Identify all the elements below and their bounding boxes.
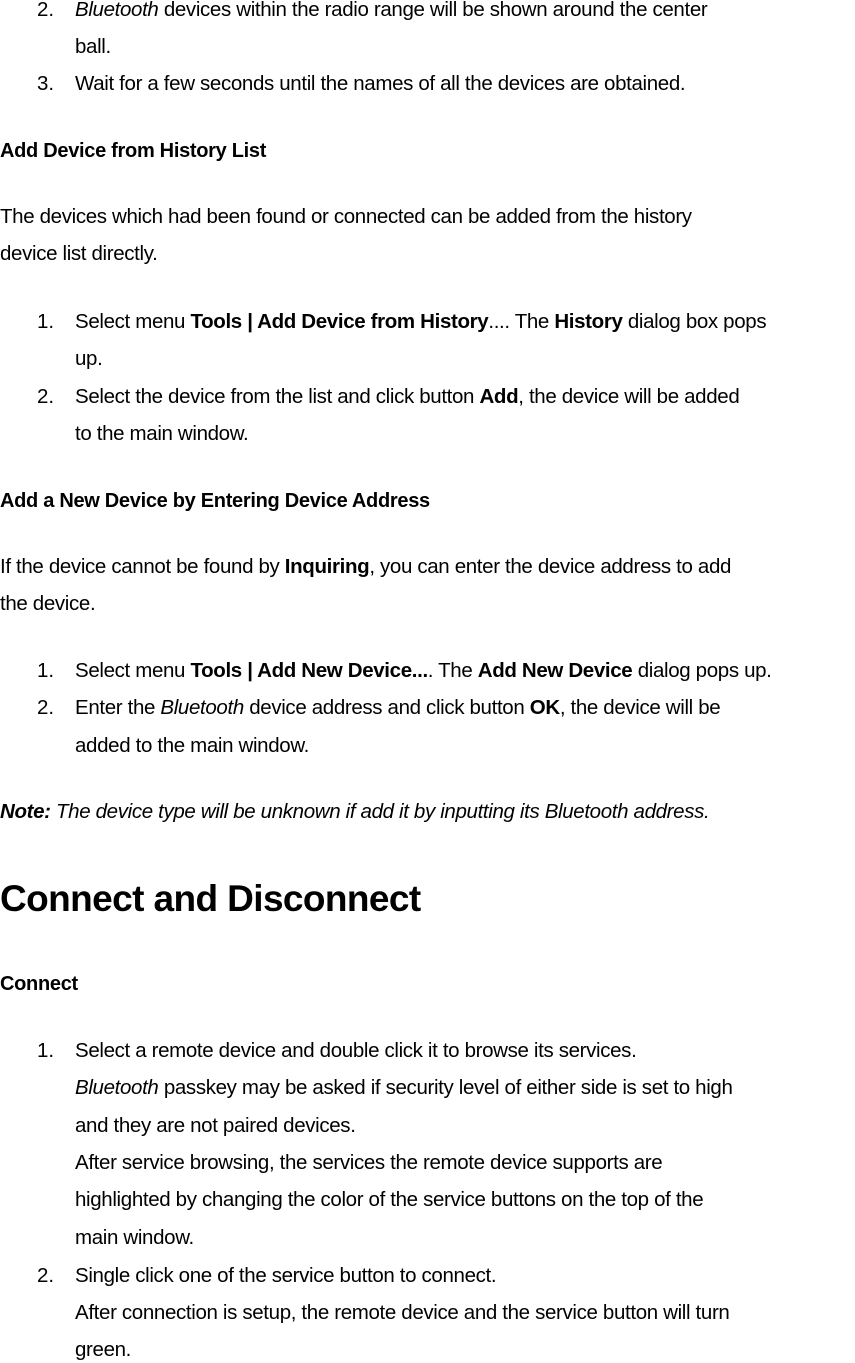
chapter-title: Connect and Disconnect [0,878,421,919]
list-item-text: ball. [75,35,111,58]
list-number: 1. [37,310,55,333]
list-item-text: Select the device from the list and click button Add, the device will be added [75,385,740,408]
list-number: 1. [37,659,55,682]
list-item-text: Select menu Tools | Add New Device.... The Add New Device dialog pops up. [75,659,772,682]
list-item-text: Select a remote device and double click it to browse its services. [75,1039,637,1062]
list-item-text: Select menu Tools | Add Device from History.... The History dialog box pops [75,310,767,333]
list-number: 2. [37,1264,55,1287]
list-item-text: Bluetooth devices within the radio range will be shown around the center [75,0,708,21]
list-item-text: highlighted by changing the color of the service buttons on the top of the [75,1188,704,1211]
list-number: 3. [37,72,55,95]
note-label: Note: [0,800,51,823]
list-item-text: up. [75,347,103,370]
paragraph-line: the device. [0,592,96,615]
list-item-text: After connection is setup, the remote device and the service button will turn [75,1301,730,1324]
list-item-text: Enter the Bluetooth device address and click button OK, the device will be [75,696,721,719]
list-item-text: After service browsing, the services the remote device supports are [75,1151,663,1174]
section-heading: Add a New Device by Entering Device Address [0,490,430,512]
section-heading: Connect [0,973,78,995]
list-number: 2. [37,0,55,21]
list-item-text: Wait for a few seconds until the names of all the devices are obtained. [75,72,686,95]
list-item-text: green. [75,1338,132,1361]
paragraph-line: If the device cannot be found by Inquiring, you can enter the device address to add [0,555,732,578]
list-number: 2. [37,696,55,719]
paragraph-line: device list directly. [0,242,158,265]
list-number: 1. [37,1039,55,1062]
note-line: Note: The device type will be unknown if add it by inputting its Bluetooth address. [0,800,710,823]
list-item-text: Single click one of the service button to connect. [75,1264,497,1287]
list-item-text: main window. [75,1226,194,1249]
list-number: 2. [37,385,55,408]
list-item-text: added to the main window. [75,734,309,757]
list-item-text: to the main window. [75,422,249,445]
list-item-text: Bluetooth passkey may be asked if security level of either side is set to high [75,1076,733,1099]
paragraph-line: The devices which had been found or connected can be added from the history [0,205,692,228]
list-item-text: and they are not paired devices. [75,1114,356,1137]
section-heading: Add Device from History List [0,140,267,162]
